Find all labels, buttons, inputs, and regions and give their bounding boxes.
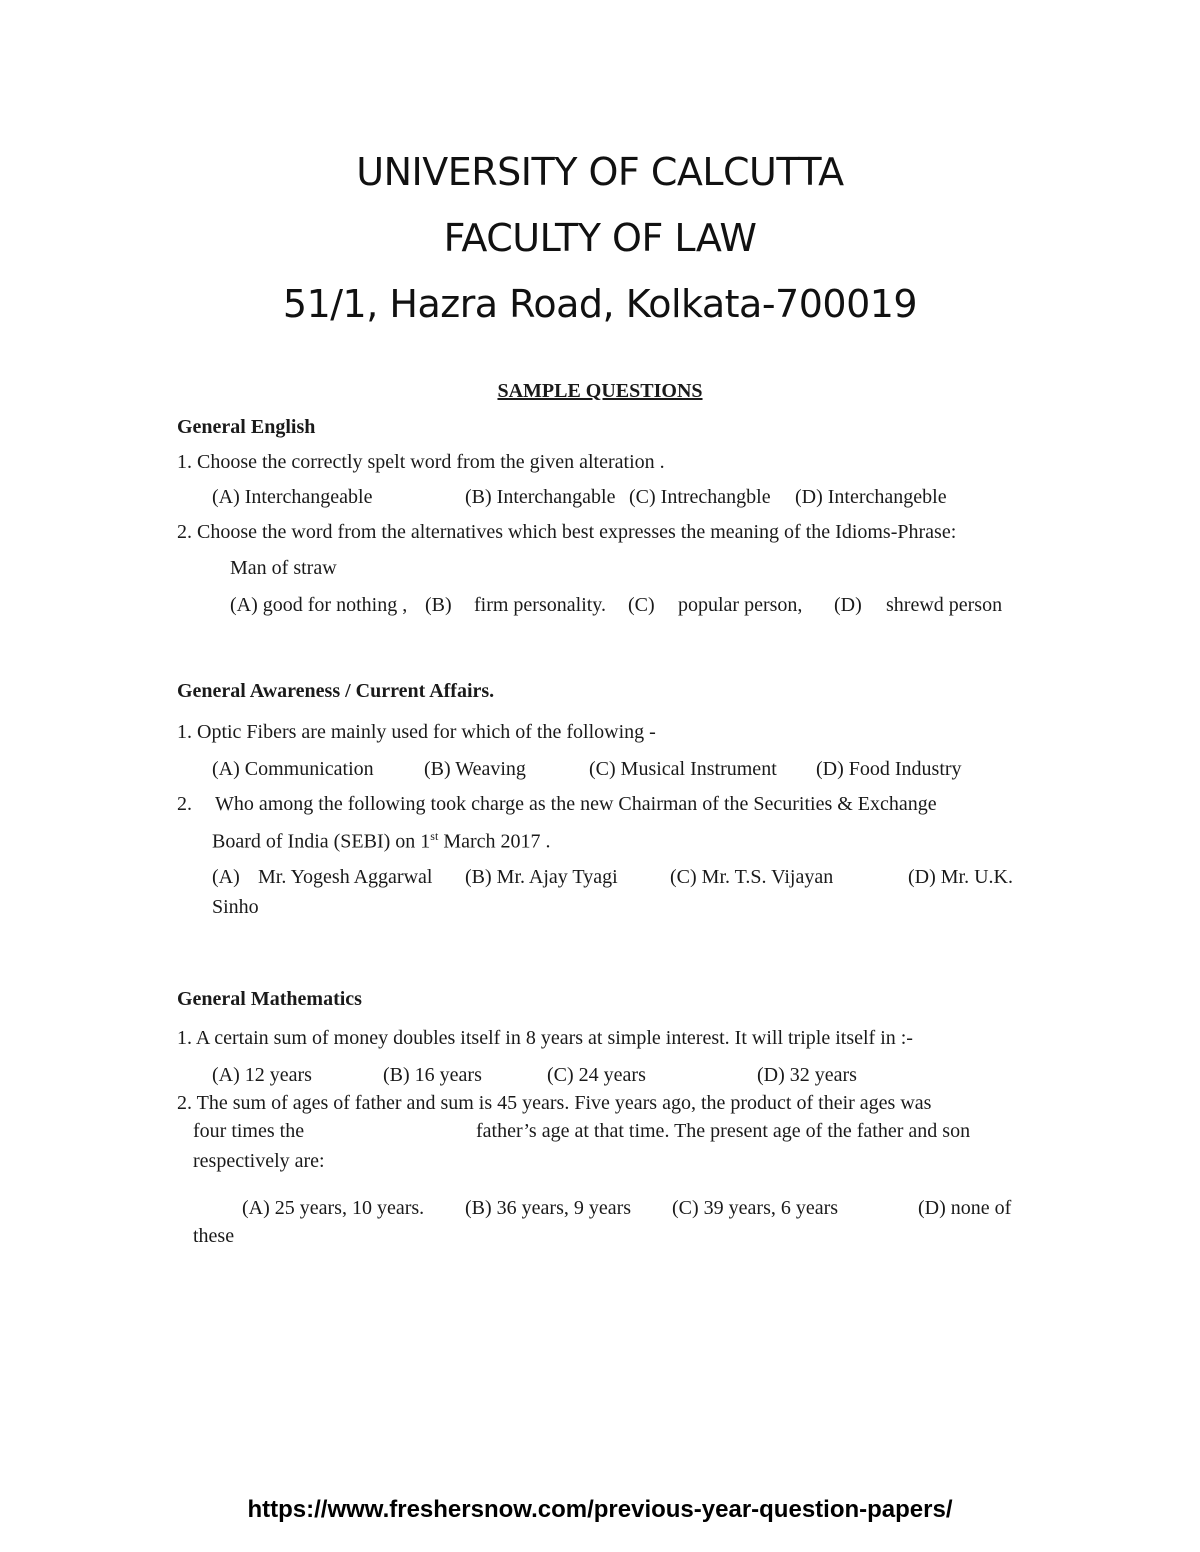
awareness-q2-option-b: (B) Mr. Ajay Tyagi [465,866,618,888]
math-q2-option-b: (B) 36 years, 9 years [465,1197,632,1219]
math-q1: 1. A certain sum of money doubles itself in 8 years at simple interest. It will triple itself in :- [177,1027,913,1049]
math-q2-option-d: (D) none of [918,1197,1012,1219]
awareness-q1-option-a: (A) Communication [212,758,374,780]
english-q2-option-d: shrewd person [886,594,1003,616]
awareness-q2-option-a: Mr. Yogesh Aggarwal [258,866,433,888]
section-heading-math: General Mathematics [177,988,362,1010]
awareness-q2-line2-sup: st [430,829,439,843]
awareness-q2-line2-post: March 2017 . [438,830,551,853]
math-q1-option-a: (A) 12 years [212,1064,312,1086]
math-q2-option-c: (C) 39 years, 6 years [672,1197,839,1219]
footer-url-link[interactable]: https://www.freshersnow.com/previous-year-question-papers/ [247,1496,953,1523]
awareness-q1: 1. Optic Fibers are mainly used for which of the following - [177,721,656,743]
faculty-name: FACULTY OF LAW [443,216,757,260]
section-heading-awareness: General Awareness / Current Affairs. [177,680,495,702]
math-q2-option-d-cont: these [193,1225,235,1247]
awareness-q2-option-d: (D) Mr. U.K. [908,866,1013,888]
math-q2-line3: respectively are: [193,1150,325,1172]
math-q2-line1: 2. The sum of ages of father and sum is 45 years. Five years ago, the product of their ages was [177,1092,932,1114]
math-q1-option-b: (B) 16 years [383,1064,482,1086]
english-q2-option-c-label: (C) [628,594,655,616]
awareness-q2-number: 2. [177,793,192,815]
english-q2-option-c: popular person, [678,594,803,616]
english-q1-option-c: (C) Intrechangble [629,486,771,508]
university-name: UNIVERSITY OF CALCUTTA [356,150,844,194]
awareness-q2-line2 [212,829,551,854]
english-q2-option-b: firm personality. [474,594,607,616]
page-title: SAMPLE QUESTIONS [497,380,703,402]
awareness-q2-option-a-label: (A) [212,866,240,888]
awareness-q2-option-c: (C) Mr. T.S. Vijayan [670,866,834,888]
awareness-q2-line2-pre: Board of India (SEBI) on 1 [212,830,431,853]
math-q2-line2a: four times the [193,1120,305,1142]
math-q2-option-a: (A) 25 years, 10 years. [242,1197,425,1219]
english-q2-option-a: (A) good for nothing , [230,594,408,616]
awareness-q1-option-d: (D) Food Industry [816,758,962,780]
english-q1-option-a: (A) Interchangeable [212,486,373,508]
english-q1-option-d: (D) Interchangeble [795,486,947,508]
address: 51/1, Hazra Road, Kolkata-700019 [282,282,918,326]
section-heading-english: General English [177,416,316,438]
english-q1: 1. Choose the correctly spelt word from the given alteration . [177,451,665,473]
english-q2: 2. Choose the word from the alternatives which best expresses the meaning of the Idioms-Phrase: [177,521,957,543]
math-q2-line2b: father’s age at that time. The present age of the father and son [476,1120,971,1142]
awareness-q2-option-d-cont: Sinho [212,896,259,918]
english-q2-option-b-label: (B) [425,594,452,616]
english-q2-option-d-label: (D) [834,594,862,616]
math-q1-option-c: (C) 24 years [547,1064,646,1086]
awareness-q2-line1: Who among the following took charge as the new Chairman of the Securities & Exchange [215,793,937,815]
awareness-q1-option-b: (B) Weaving [424,758,526,780]
english-q1-option-b: (B) Interchangable [465,486,616,508]
english-q2-phrase: Man of straw [230,557,337,579]
math-q1-option-d: (D) 32 years [757,1064,857,1086]
awareness-q1-option-c: (C) Musical Instrument [589,758,777,780]
